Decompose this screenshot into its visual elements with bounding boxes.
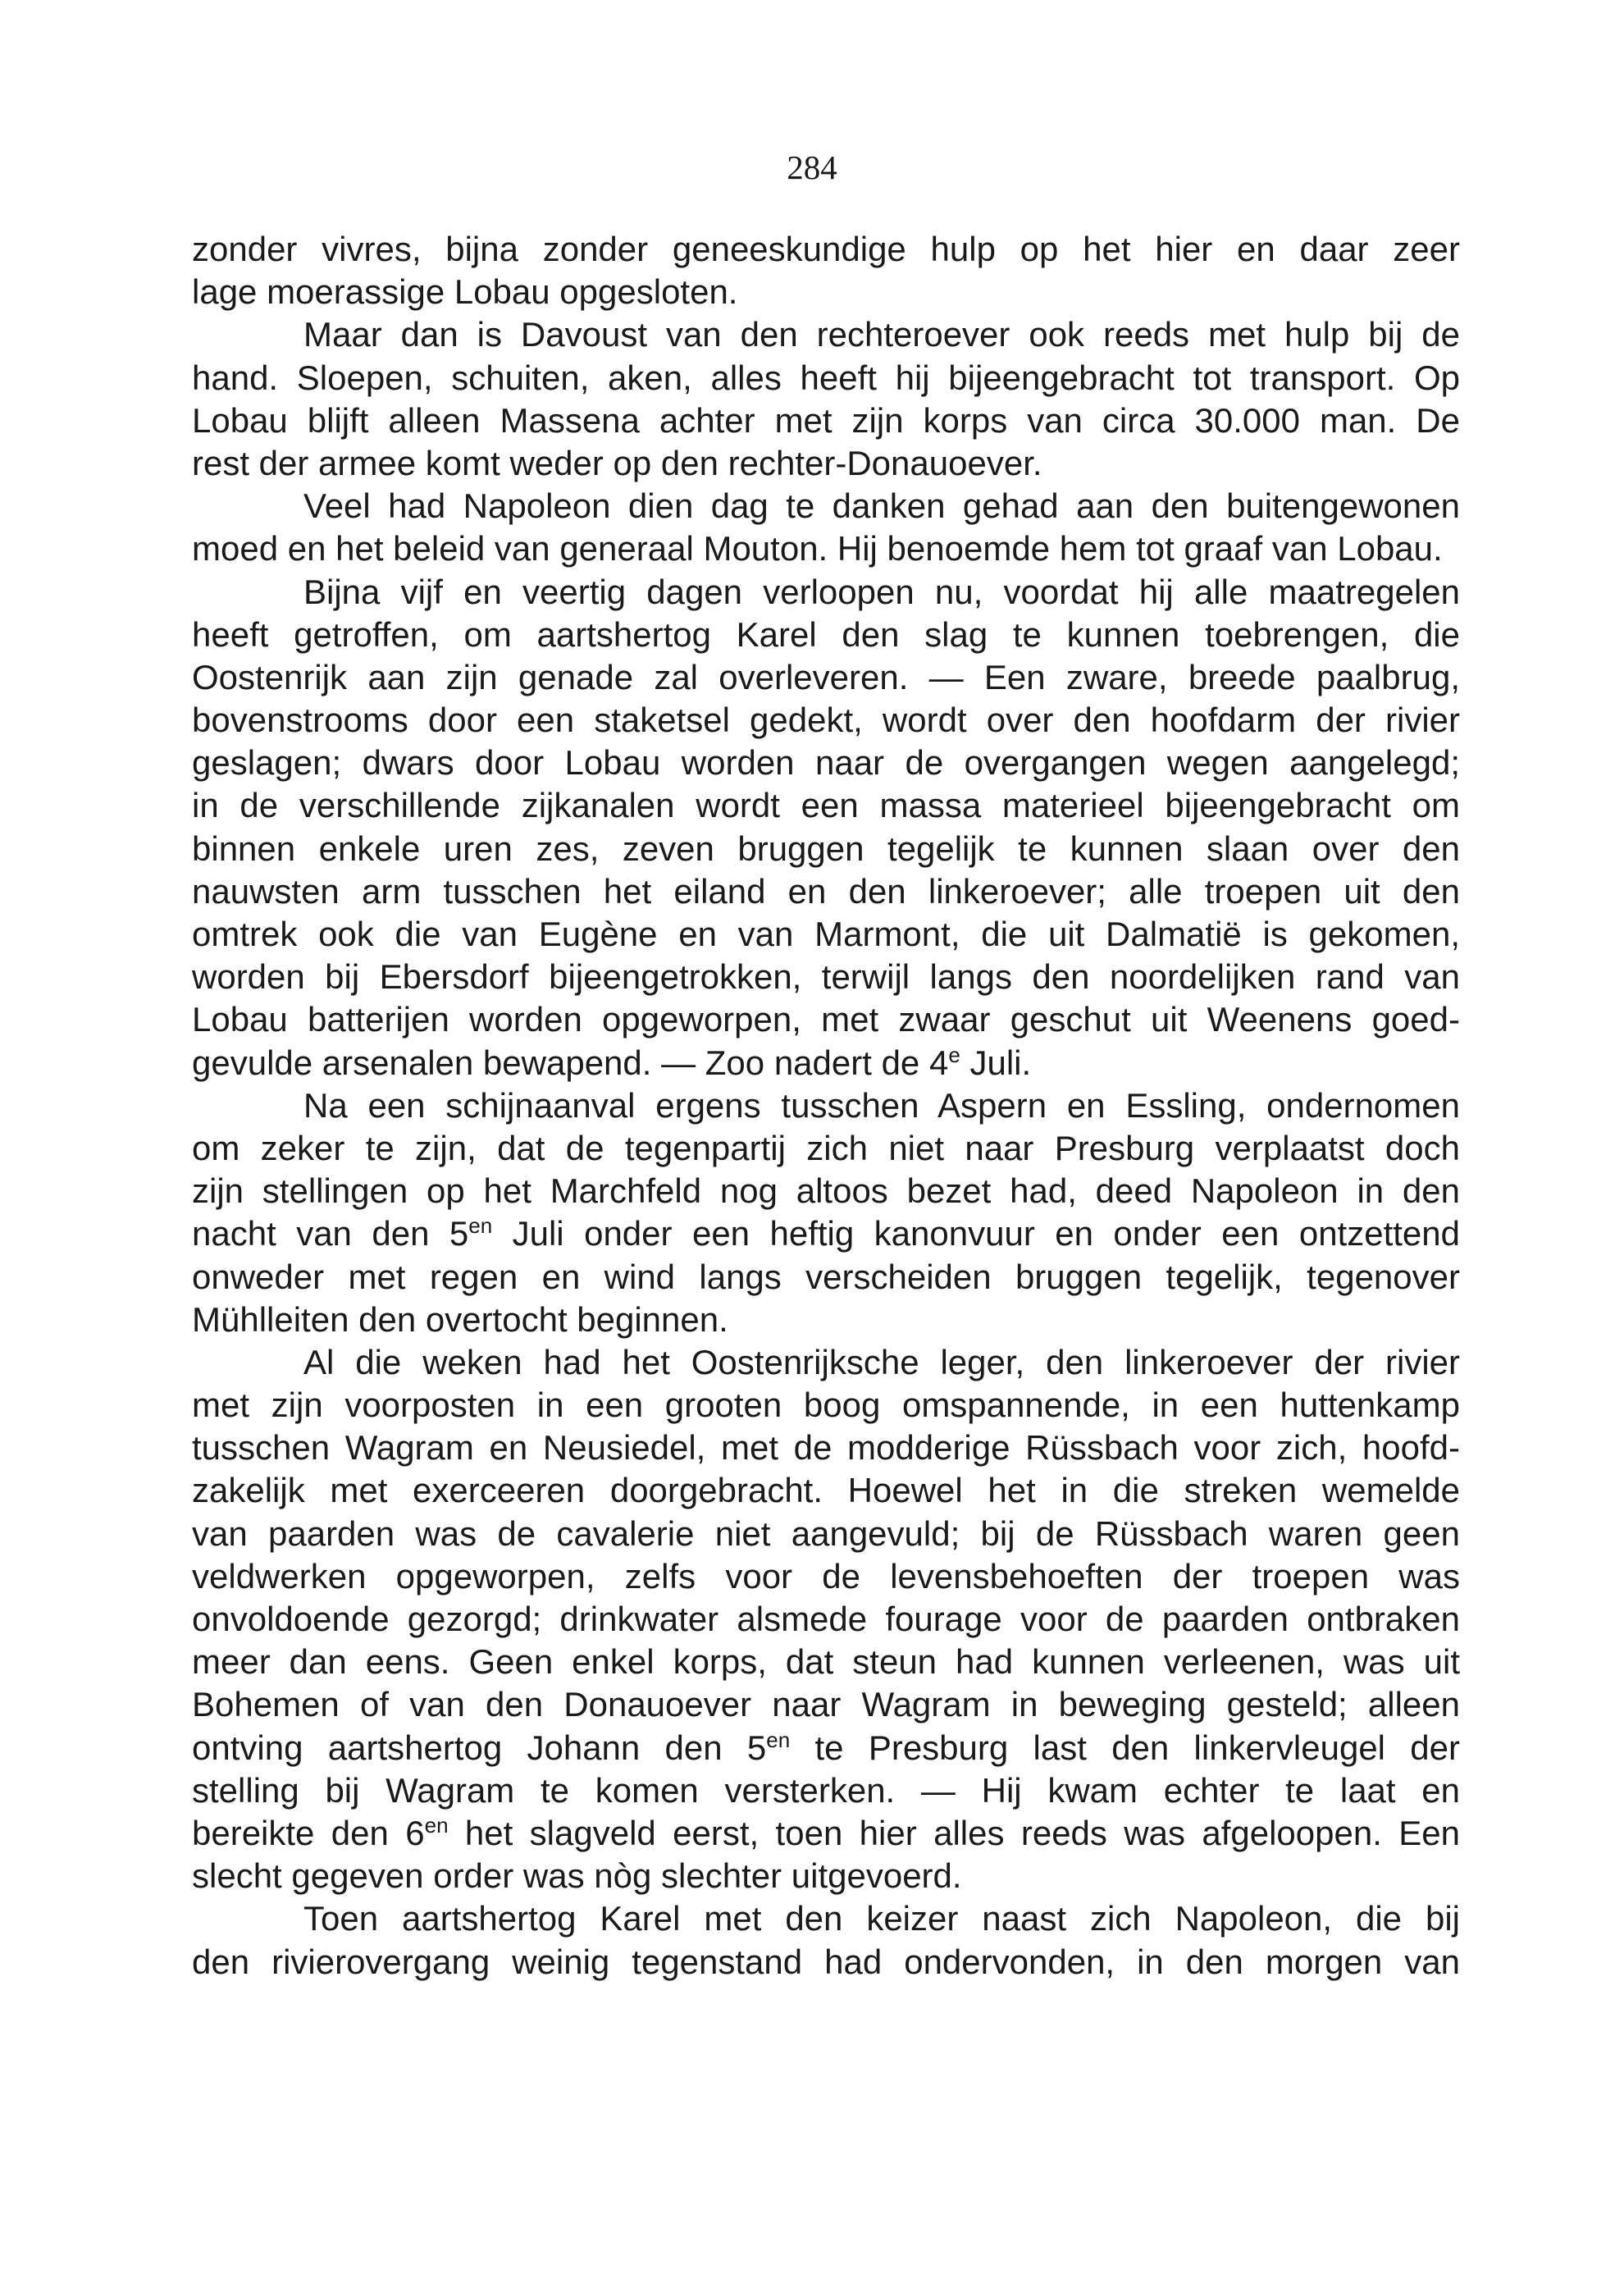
body-text <box>192 228 1460 1984</box>
text-line-content: in de verschillende zijkanalen wordt een massa materieel bijeengebracht om <box>192 786 1460 825</box>
text-line <box>192 1042 1460 1084</box>
text-line <box>192 399 1460 442</box>
text-line-content: onweder met regen en wind langs verscheiden bruggen tegelijk, tegenover <box>192 1257 1460 1296</box>
text-line <box>192 485 1460 527</box>
text-line <box>192 1727 1460 1769</box>
text-line-content: Na een schijnaanval ergens tusschen Aspern en Essling, ondernomen <box>303 1085 1460 1125</box>
text-line-content: rest der armee komt weder op den rechter-Donauoever. <box>192 443 1042 482</box>
text-line-content: Toen aartshertog Karel met den keizer naast zich Napoleon, die bij <box>303 1899 1460 1938</box>
text-line-continuation: te Presburg last den linkervleugel der <box>790 1728 1461 1767</box>
text-line <box>192 1555 1460 1598</box>
text-line-content: onvoldoende gezorgd; drinkwater alsmede fourage voor de paarden ontbraken <box>192 1600 1460 1638</box>
text-line <box>192 1769 1460 1812</box>
text-line-content: moed en het beleid van generaal Mouton. Hij benoemde hem tot graaf van Lobau. <box>192 529 1443 568</box>
text-line <box>192 1641 1460 1683</box>
text-line <box>192 1513 1460 1555</box>
text-line-content: gevulde arsenalen bewapend. — Zoo nadert de 4 <box>192 1043 949 1082</box>
text-line-content: bereikte den 6 <box>192 1813 425 1852</box>
text-line <box>192 357 1460 399</box>
text-line <box>192 1384 1460 1427</box>
superscript-suffix: e <box>948 1042 960 1067</box>
text-line-content: veldwerken opgeworpen, zelfs voor de levensbehoeften der troepen was <box>192 1556 1460 1596</box>
text-line-content: Mühlleiten den overtocht beginnen. <box>192 1299 728 1339</box>
text-line-content: stelling bij Wagram te komen versterken. — Hij kwam echter te laat en <box>192 1770 1460 1810</box>
text-line <box>192 1812 1460 1855</box>
text-line <box>192 998 1460 1041</box>
text-line-content: omtrek ook die van Eugène en van Marmont, die uit Dalmatië is gekomen, <box>192 915 1460 953</box>
text-line <box>192 1855 1460 1897</box>
text-line <box>192 1127 1460 1170</box>
text-line-continuation: het slagveld eerst, toen hier alles reeds was afgeloopen. Een <box>448 1813 1460 1852</box>
text-line-content: ontving aartshertog Johann den 5 <box>192 1728 767 1767</box>
text-line-continuation: Juli. <box>960 1043 1032 1082</box>
superscript-suffix: en <box>424 1812 449 1838</box>
text-line-content: Oostenrijk aan zijn genade zal overleveren. — Een zware, breede paalbrug, <box>192 657 1460 696</box>
text-line <box>192 828 1460 870</box>
text-line <box>192 571 1460 614</box>
text-line-content: hand. Sloepen, schuiten, aken, alles heeft hij bijeengebracht tot transport. Op <box>192 358 1460 397</box>
text-line <box>192 527 1460 570</box>
text-line <box>192 313 1460 356</box>
text-line <box>192 1299 1460 1341</box>
text-line <box>192 1212 1460 1255</box>
text-line <box>192 956 1460 998</box>
text-line <box>192 1170 1460 1212</box>
text-line-content: Lobau blijft alleen Massena achter met zijn korps van circa 30.000 man. De <box>192 400 1460 440</box>
text-line-content: Bohemen of van den Donauoever naar Wagram in beweging gesteld; alleen <box>192 1685 1460 1724</box>
text-line <box>192 228 1460 271</box>
superscript-suffix: en <box>468 1213 493 1239</box>
text-line <box>192 699 1460 742</box>
page-number: 284 <box>787 148 837 186</box>
text-line <box>192 1941 1460 1984</box>
text-line <box>192 442 1460 485</box>
text-line-content: Lobau batterijen worden opgeworpen, met zwaar geschut uit Weenens goed- <box>192 1000 1460 1039</box>
text-line-content: zijn stellingen op het Marchfeld nog altoos bezet had, deed Napoleon in den <box>192 1171 1460 1211</box>
text-line <box>192 614 1460 656</box>
text-line <box>192 870 1460 913</box>
text-line-content: Maar dan is Davoust van den rechteroever ook reeds met hulp bij de <box>303 315 1460 354</box>
text-line-content: bovenstrooms door een staketsel gedekt, wordt over den hoofdarm der rivier <box>192 701 1460 740</box>
text-line-content: den rivierovergang weinig tegenstand had ondervonden, in den morgen van <box>192 1942 1460 1981</box>
text-line-content: zakelijk met exerceeren doorgebracht. Hoewel het in die streken wemelde <box>192 1471 1460 1510</box>
text-line-content: nacht van den 5 <box>192 1214 469 1253</box>
text-line <box>192 1897 1460 1940</box>
text-line <box>192 913 1460 956</box>
text-line <box>192 1598 1460 1641</box>
text-line-content: meer dan eens. Geen enkel korps, dat steun had kunnen verleenen, was uit <box>192 1642 1460 1682</box>
text-line-content: zonder vivres, bijna zonder geneeskundige hulp op het hier en daar zeer <box>192 230 1460 268</box>
text-line-content: om zeker te zijn, dat de tegenpartij zich niet naar Presburg verplaatst doch <box>192 1128 1460 1167</box>
text-line-content: slecht gegeven order was nòg slechter uitgevoerd. <box>192 1856 962 1896</box>
text-line-content: worden bij Ebersdorf bijeengetrokken, terwijl langs den noordelijken rand van <box>192 957 1460 997</box>
text-line <box>192 742 1460 784</box>
superscript-suffix: en <box>766 1727 791 1752</box>
text-line-content: tusschen Wagram en Neusiedel, met de modderige Rüssbach voor zich, hoofd- <box>192 1428 1460 1468</box>
text-line-content: Al die weken had het Oostenrijksche leger, den linkeroever der rivier <box>303 1342 1460 1381</box>
text-line-content: Bijna vijf en veertig dagen verloopen nu, voordat hij alle maatregelen <box>303 572 1460 611</box>
text-line-content: binnen enkele uren zes, zeven bruggen tegelijk te kunnen slaan over den <box>192 829 1460 868</box>
text-line <box>192 656 1460 699</box>
text-line <box>192 1427 1460 1469</box>
text-line <box>192 1469 1460 1512</box>
text-line <box>192 1256 1460 1299</box>
text-line <box>192 271 1460 313</box>
text-line <box>192 1683 1460 1726</box>
text-line <box>192 784 1460 827</box>
text-line-content: van paarden was de cavalerie niet aangevuld; bij de Rüssbach waren geen <box>192 1513 1460 1553</box>
text-line-content: geslagen; dwars door Lobau worden naar de overgangen wegen aangelegd; <box>192 743 1460 783</box>
text-line <box>192 1084 1460 1127</box>
text-line-content: lage moerassige Lobau opgesloten. <box>192 272 738 312</box>
text-line-continuation: Juli onder een heftig kanonvuur en onder een ontzettend <box>492 1214 1460 1253</box>
text-line-content: nauwsten arm tusschen het eiland en den linkeroever; alle troepen uit den <box>192 871 1460 911</box>
text-line-content: heeft getroffen, om aartshertog Karel den slag te kunnen toebrengen, die <box>192 614 1460 654</box>
text-line <box>192 1341 1460 1384</box>
text-line-content: met zijn voorposten in een grooten boog omspannende, in een huttenkamp <box>192 1386 1460 1425</box>
text-line-content: Veel had Napoleon dien dag te danken gehad aan den buitengewonen <box>303 486 1460 526</box>
